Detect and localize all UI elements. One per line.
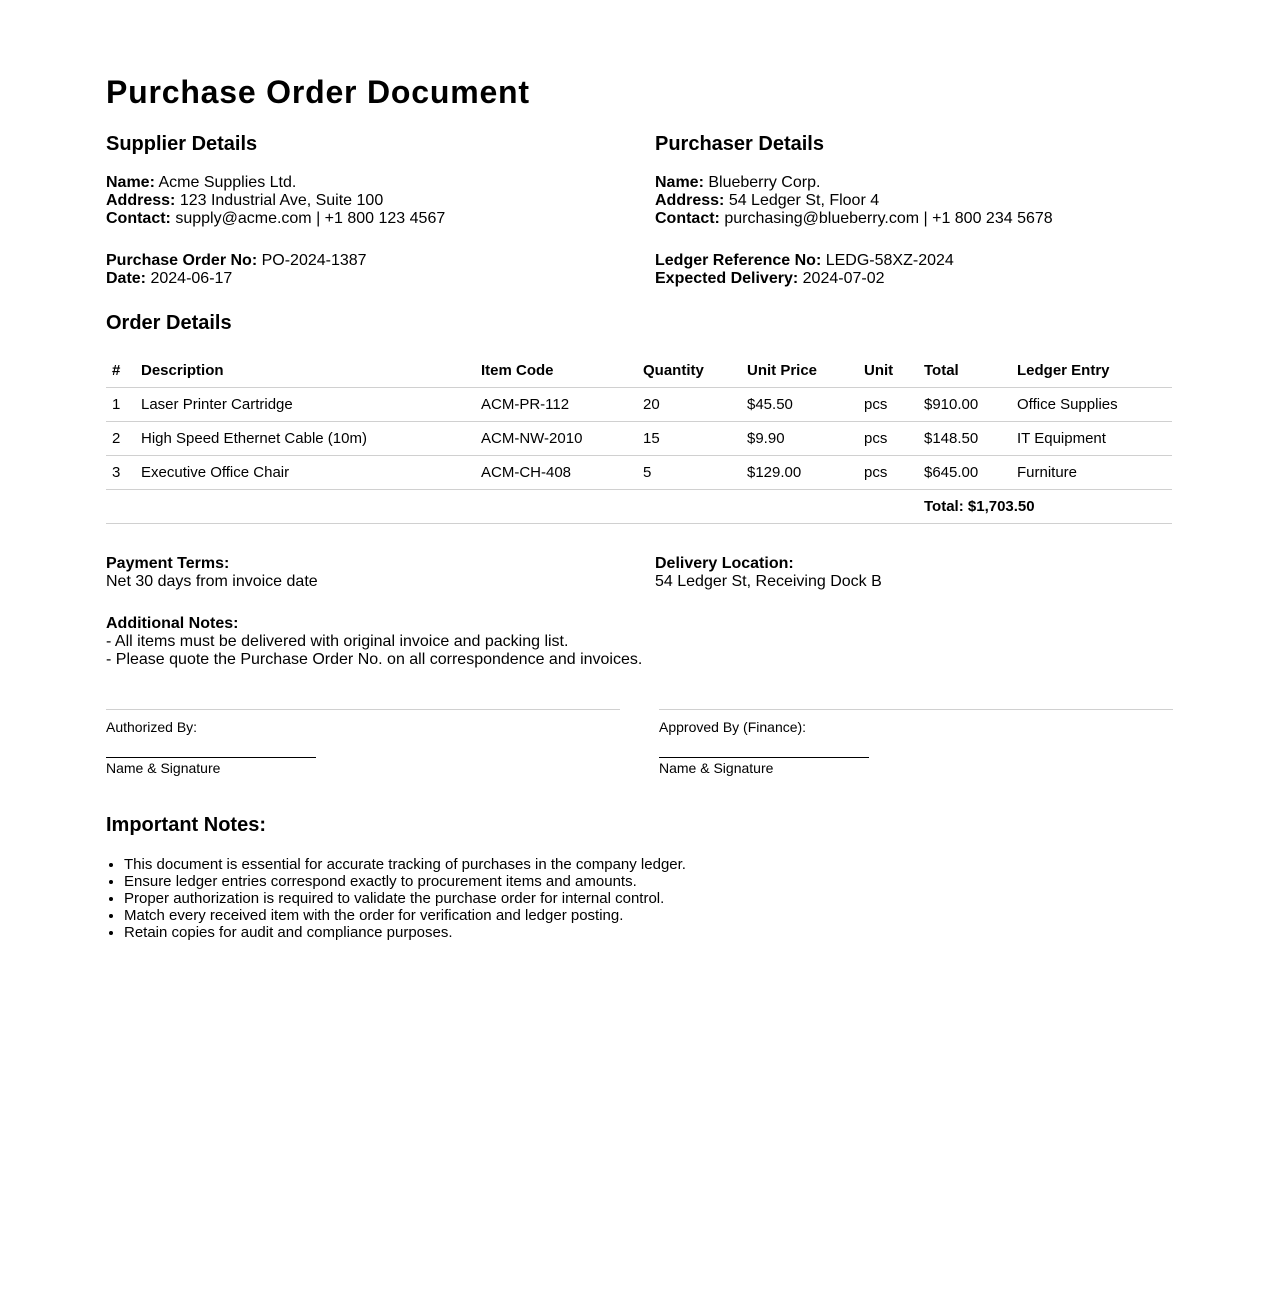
table-cell: Laser Printer Cartridge [135,388,475,422]
table-row [106,388,1172,422]
table-cell: Executive Office Chair [135,456,475,490]
ledger-ref: LEDG-58XZ-2024 [825,252,954,269]
column-header: Quantity [637,354,741,388]
column-header: # [106,354,135,388]
list-item: • Proper authorization is required to validate the purchase order for internal control. [124,890,686,907]
signature-line [106,757,316,758]
payment-terms [106,555,626,591]
supplier-address: 123 Industrial Ave, Suite 100 [179,192,384,209]
supplier-contact: supply@acme.com | +1 800 123 4567 [175,210,446,227]
table-cell: $148.50 [918,422,1011,456]
table-cell: $9.90 [741,422,858,456]
authorized-by-block [106,709,620,776]
delivery-location [655,555,1172,591]
additional-notes-label: Additional Notes: [106,615,239,632]
approved-by-block [659,709,1173,776]
additional-notes [106,615,642,669]
important-notes-list [106,856,686,941]
payment-terms-value: Net 30 days from invoice date [106,573,318,590]
purchaser-name-label: Name: [655,174,704,191]
supplier-name: Acme Supplies Ltd. [158,174,297,191]
list-item: • This document is essential for accurate tracking of purchases in the company ledger. [124,856,686,873]
table-cell: 2 [106,422,135,456]
approved-by-label: Approved By (Finance): [659,719,807,735]
total-row [106,490,1172,524]
table-cell: pcs [858,456,918,490]
supplier-heading: Supplier Details [106,133,258,155]
table-row [106,422,1172,456]
list-item: • Ensure ledger entries correspond exactly to procurement items and amounts. [124,873,686,890]
ledger-ref-label: Ledger Reference No: [655,252,822,269]
po-number-label: Purchase Order No: [106,252,258,269]
page-title: Purchase Order Document [106,74,530,110]
table-cell: 20 [637,388,741,422]
column-header: Description [135,354,475,388]
supplier-address-label: Address: [106,192,176,209]
delivery-location-value: 54 Ledger St, Receiving Dock B [655,573,882,590]
table-cell: 1 [106,388,135,422]
list-item: • Retain copies for audit and compliance purposes. [124,924,686,941]
table-cell: Office Supplies [1011,388,1172,422]
table-cell: High Speed Ethernet Cable (10m) [135,422,475,456]
table-cell: 5 [637,456,741,490]
purchaser-address-label: Address: [655,192,725,209]
column-header: Total [918,354,1011,388]
po-number: PO-2024-1387 [261,252,367,269]
table-cell: 15 [637,422,741,456]
purchaser-contact-label: Contact: [655,210,720,227]
supplier-name-label: Name: [106,174,155,191]
expected-delivery-label: Expected Delivery: [655,270,799,287]
table-cell: $645.00 [918,456,1011,490]
list-item: • Match every received item with the order for verification and ledger posting. [124,907,686,924]
table-cell: pcs [858,422,918,456]
table-row [106,456,1172,490]
column-header: Unit Price [741,354,858,388]
po-date: 2024-06-17 [150,270,233,287]
purchaser-address: 54 Ledger St, Floor 4 [728,192,880,209]
total-row-spacer [106,490,918,524]
table-cell: ACM-NW-2010 [475,422,637,456]
signature-caption: Name & Signature [106,760,221,776]
table-cell: $45.50 [741,388,858,422]
table-cell: 3 [106,456,135,490]
table-cell: IT Equipment [1011,422,1172,456]
order-items-table [106,354,1172,524]
table-cell: pcs [858,388,918,422]
supplier-details [106,174,626,228]
purchaser-section [655,133,1172,156]
signature-line [659,757,869,758]
authorized-by-label: Authorized By: [106,719,198,735]
note-line: - Please quote the Purchase Order No. on all correspondence and invoices. [106,651,643,668]
table-cell: $910.00 [918,388,1011,422]
purchaser-details [655,174,1172,228]
table-cell: ACM-CH-408 [475,456,637,490]
table-cell: $129.00 [741,456,858,490]
table-header-row [106,354,1172,388]
column-header: Unit [858,354,918,388]
po-reference [106,252,626,288]
column-header: Ledger Entry [1011,354,1172,388]
grand-total: Total: $1,703.50 [918,490,1172,524]
signature-caption: Name & Signature [659,760,774,776]
table-cell: ACM-PR-112 [475,388,637,422]
order-details-heading: Order Details [106,312,232,334]
purchaser-contact: purchasing@blueberry.com | +1 800 234 5678 [724,210,1053,227]
purchaser-heading: Purchaser Details [655,133,824,155]
delivery-location-label: Delivery Location: [655,555,794,572]
supplier-section [106,133,626,156]
ledger-reference [655,252,1172,288]
table-cell: Furniture [1011,456,1172,490]
purchaser-name: Blueberry Corp. [708,174,821,191]
important-notes-heading: Important Notes: [106,814,266,836]
po-date-label: Date: [106,270,147,287]
note-line: - All items must be delivered with original invoice and packing list. [106,633,569,650]
column-header: Item Code [475,354,637,388]
expected-delivery: 2024-07-02 [802,270,885,287]
payment-terms-label: Payment Terms: [106,555,230,572]
supplier-contact-label: Contact: [106,210,171,227]
